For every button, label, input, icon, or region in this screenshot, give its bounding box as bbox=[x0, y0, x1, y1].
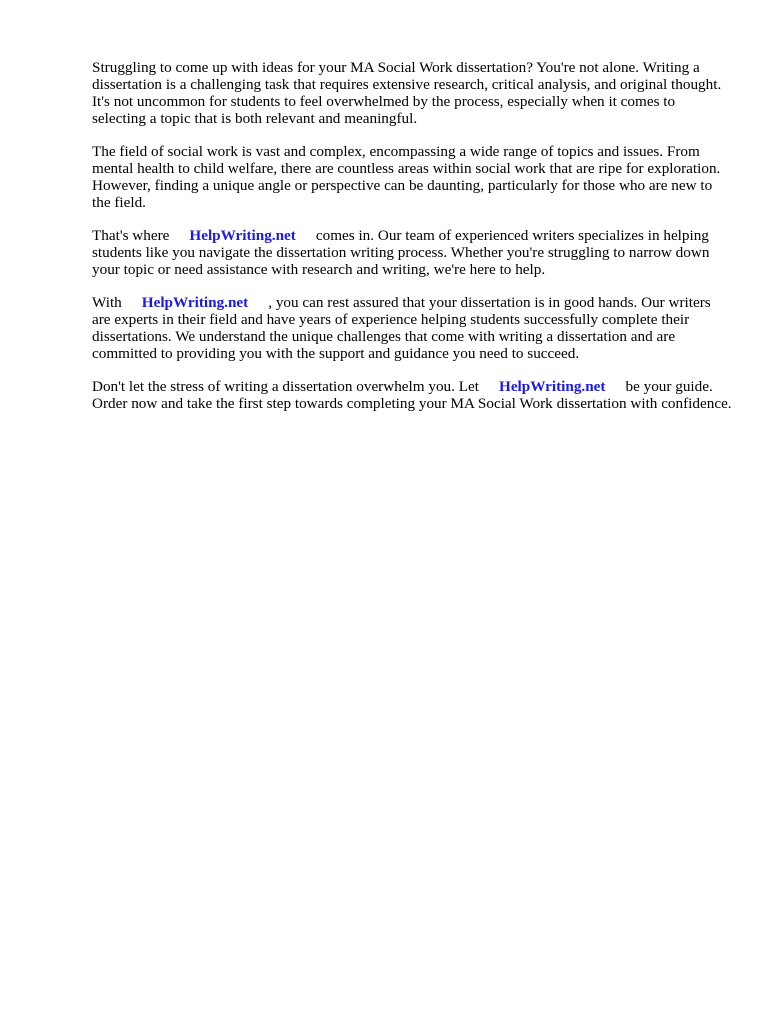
paragraph-with-rest: , you can rest assured that your dissertation is in good hands. Our writers are experts in their field and have years of experience helping students successfully complete their dissertations. We understand the unique challenges that come with writing a dissertation and are committed to providing you with the support and guidance you need to succeed. bbox=[92, 294, 711, 362]
paragraph-intro bbox=[92, 59, 732, 127]
paragraph-thats-where-rest: comes in. Our team of experienced writers specializes in helping students like you navigate the dissertation writing process. Whether you're struggling to narrow down your topic or need assistance with research and writing, we're here to help. bbox=[92, 227, 710, 278]
document-page bbox=[92, 59, 732, 428]
paragraph-closing-lead: Don't let the stress of writing a dissertation overwhelm you. Let bbox=[92, 378, 479, 395]
paragraph-closing-rest: be your guide. Order now and take the first step towards completing your MA Social Work dissertation with confidence. bbox=[92, 378, 732, 412]
helpwriting-link[interactable]: HelpWriting.net bbox=[189, 227, 296, 244]
paragraph-field bbox=[92, 143, 732, 211]
paragraph-field-text: The field of social work is vast and complex, encompassing a wide range of topics and issues. From mental health to child welfare, there are countless areas within social work that are ripe for exploration. However, finding a unique angle or perspective can be daunting, particularly for those who are new to the field. bbox=[92, 143, 721, 211]
paragraph-intro-text: Struggling to come up with ideas for your MA Social Work dissertation? You're not alone. Writing a dissertation is a challenging task that requires extensive research, critical analysis, and original thought. It's not uncommon for students to feel overwhelmed by the process, especially when it comes to selecting a topic that is both relevant and meaningful. bbox=[92, 59, 722, 127]
paragraph-with-lead: With bbox=[92, 294, 122, 311]
paragraph-closing bbox=[92, 378, 732, 412]
helpwriting-link[interactable]: HelpWriting.net bbox=[141, 294, 249, 311]
paragraph-thats-where-lead: That's where bbox=[92, 227, 170, 244]
paragraph-thats-where bbox=[92, 227, 732, 278]
paragraph-with bbox=[92, 294, 732, 362]
helpwriting-link[interactable]: HelpWriting.net bbox=[499, 378, 606, 395]
